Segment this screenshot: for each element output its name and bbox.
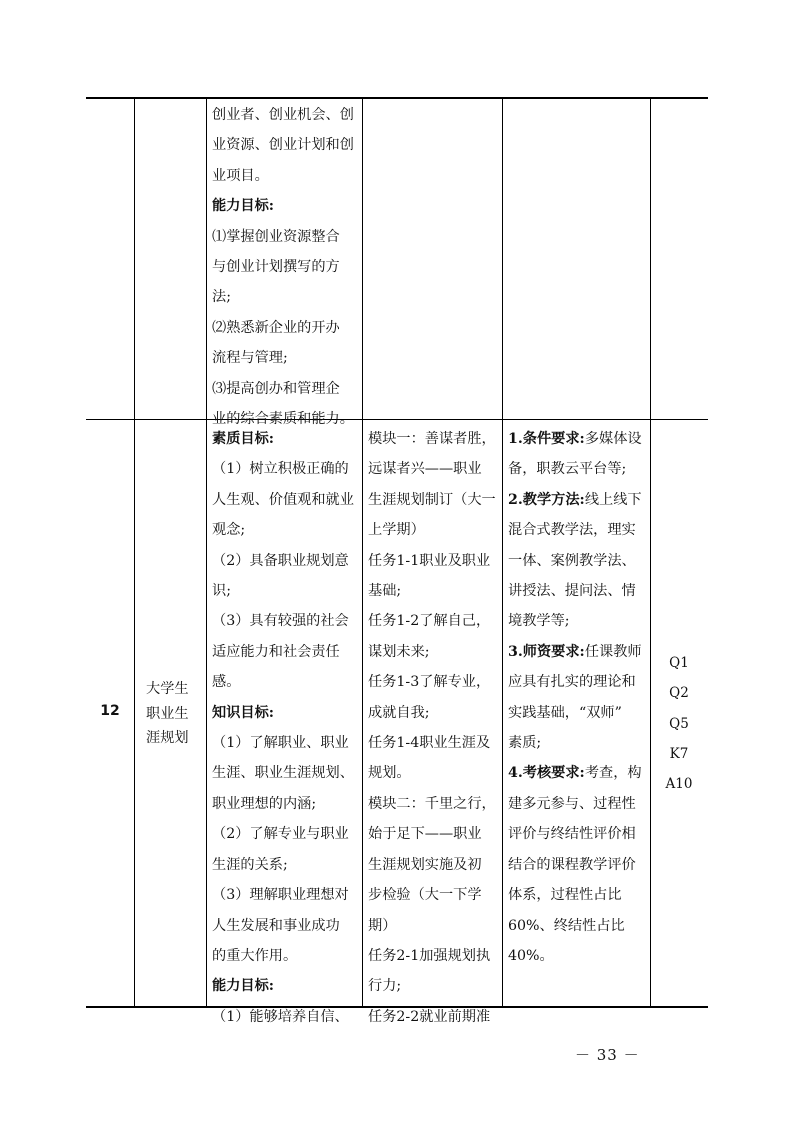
requirement-line <box>508 880 646 910</box>
objective-line: ⑵熟悉新企业的开办 <box>212 319 340 336</box>
requirement-text: 一体、案例教学法、 <box>508 552 636 569</box>
objective-line: 的重大作用。 <box>212 947 298 964</box>
content-line: 任务2-2就业前期准 <box>368 1008 491 1025</box>
column-divider <box>134 99 135 1006</box>
objective-line: （1）树立积极正确的 <box>212 461 349 478</box>
requirement-line <box>508 850 646 880</box>
requirement-line <box>508 698 646 728</box>
content-line: 任务2-1加强规划执 <box>368 947 491 964</box>
requirement-heading: 3.师资要求: <box>508 643 585 660</box>
objective-line: 观念; <box>212 522 246 539</box>
requirement-text: 实践基础，“双师” <box>508 704 622 721</box>
content-line: 模块一：善谋者胜， <box>368 431 496 447</box>
content-cell <box>368 424 496 1032</box>
table-top-border <box>86 97 708 99</box>
requirement-line <box>508 819 646 849</box>
course-name-line: 涯规划 <box>146 730 189 746</box>
requirement-text: 结合的课程教学评价 <box>508 856 636 873</box>
objective-line: 人生观、价值观和就业 <box>212 491 354 508</box>
objective-line: 业的综合素质和能力。 <box>212 411 354 428</box>
objective-line: 感。 <box>212 674 241 691</box>
content-line: 步检验（大一下学 <box>368 887 482 904</box>
requirement-text: 多媒体设 <box>584 431 642 447</box>
content-line: 模块二：千里之行， <box>368 795 496 812</box>
requirement-text: 评价与终结性评价相 <box>508 826 636 843</box>
competency-code: A10 <box>665 776 693 793</box>
prev-row-objectives-cell <box>212 100 358 434</box>
objective-line: 生涯、职业生涯规划、 <box>212 765 354 782</box>
column-divider <box>650 99 651 1006</box>
requirement-heading: 1.条件要求: <box>508 431 585 447</box>
column-divider <box>206 99 207 1006</box>
requirement-line <box>508 546 646 576</box>
content-line: 生涯规划制订（大一 <box>368 491 496 508</box>
objective-line: （2）具备职业规划意 <box>212 552 349 569</box>
competency-code: Q2 <box>669 685 689 702</box>
requirement-line <box>508 941 646 971</box>
requirements-cell <box>508 424 646 971</box>
content-line: 期） <box>368 917 397 934</box>
content-line: 成就自我; <box>368 704 430 721</box>
requirement-line <box>508 637 646 667</box>
objective-line: ⑶提高创办和管理企 <box>212 380 340 397</box>
competency-code: Q5 <box>669 715 689 732</box>
requirement-line <box>508 789 646 819</box>
row-number: 12 <box>100 703 120 719</box>
course-name-cell <box>146 677 198 751</box>
requirement-text: 40%。 <box>508 947 554 964</box>
objective-line: （2）了解专业与职业 <box>212 826 349 843</box>
requirement-text: 考查，构 <box>584 765 642 782</box>
content-line: 任务1-1职业及职业 <box>368 552 491 569</box>
content-line: 上学期） <box>368 522 425 539</box>
objective-line: 人生发展和事业成功 <box>212 917 340 934</box>
objective-line: 知识目标: <box>212 704 274 721</box>
requirement-line <box>508 911 646 941</box>
objective-line: 适应能力和社会责任 <box>212 643 340 660</box>
objective-line: 法; <box>212 289 231 306</box>
requirement-text: 体系，过程性占比 <box>508 887 622 904</box>
competency-code: K7 <box>669 745 689 762</box>
content-line: 谋划未来; <box>368 643 430 660</box>
requirement-line <box>508 667 646 697</box>
requirement-line <box>508 424 646 454</box>
competency-code: Q1 <box>669 655 689 671</box>
objective-line: 能力目标: <box>212 198 274 215</box>
content-line: 生涯规划实施及初 <box>368 856 482 873</box>
competency-codes-cell <box>650 648 708 799</box>
requirement-text: 线上线下 <box>584 491 642 508</box>
objective-line: 业项目。 <box>212 167 269 184</box>
content-line: 规划。 <box>368 765 411 782</box>
requirement-text: 建多元参与、过程性 <box>508 795 636 812</box>
requirement-line <box>508 758 646 788</box>
objective-line: 能力目标: <box>212 978 274 995</box>
requirement-line <box>508 576 646 606</box>
requirement-line <box>508 515 646 545</box>
objective-line: 识; <box>212 583 231 600</box>
row-divider <box>86 419 708 420</box>
column-divider <box>362 99 363 1006</box>
requirement-line <box>508 485 646 515</box>
objective-line: （1）能够培养自信、 <box>212 1008 349 1025</box>
objective-line: 生涯的关系; <box>212 856 288 873</box>
requirement-line <box>508 454 646 484</box>
objective-line: 与创业计划撰写的方 <box>212 259 340 276</box>
content-line: 远谋者兴——职业 <box>368 461 482 478</box>
objective-line: 职业理想的内涵; <box>212 795 317 812</box>
content-line: 基础; <box>368 583 402 600</box>
requirement-text: 备，职教云平台等; <box>508 461 627 478</box>
objective-line: 流程与管理; <box>212 350 288 367</box>
objective-line: 创业者、创业机会、创 <box>212 107 354 123</box>
requirement-text: 境教学等; <box>508 613 570 630</box>
requirement-text: 60%、终结性占比 <box>508 917 625 934</box>
objective-line: 素质目标: <box>212 431 274 447</box>
requirement-text: 应具有扎实的理论和 <box>508 674 636 691</box>
requirement-line <box>508 606 646 636</box>
objective-line: （3）理解职业理想对 <box>212 887 349 904</box>
column-divider <box>502 99 503 1006</box>
objectives-cell <box>212 424 358 1032</box>
page-number: － 33 － <box>575 1046 640 1064</box>
objective-line: （1）了解职业、职业 <box>212 735 349 752</box>
requirement-heading: 2.教学方法: <box>508 491 585 508</box>
content-line: 始于足下——职业 <box>368 826 482 843</box>
requirement-line <box>508 728 646 758</box>
requirement-text: 混合式教学法，理实 <box>508 522 636 539</box>
requirement-text: 任课教师 <box>584 643 642 660</box>
objective-line: （3）具有较强的社会 <box>212 613 349 630</box>
content-line: 行力; <box>368 978 402 995</box>
course-name-line: 职业生 <box>146 705 189 722</box>
content-line: 任务1-4职业生涯及 <box>368 735 491 752</box>
course-name-line: 大学生 <box>146 681 189 697</box>
objective-line: 业资源、创业计划和创 <box>212 137 354 154</box>
content-line: 任务1-3了解专业， <box>368 674 491 691</box>
content-line: 任务1-2了解自己， <box>368 613 491 630</box>
requirement-text: 讲授法、提问法、情 <box>508 583 636 600</box>
requirement-text: 素质; <box>508 735 542 752</box>
objective-line: ⑴掌握创业资源整合 <box>212 228 340 245</box>
requirement-heading: 4.考核要求: <box>508 765 585 782</box>
